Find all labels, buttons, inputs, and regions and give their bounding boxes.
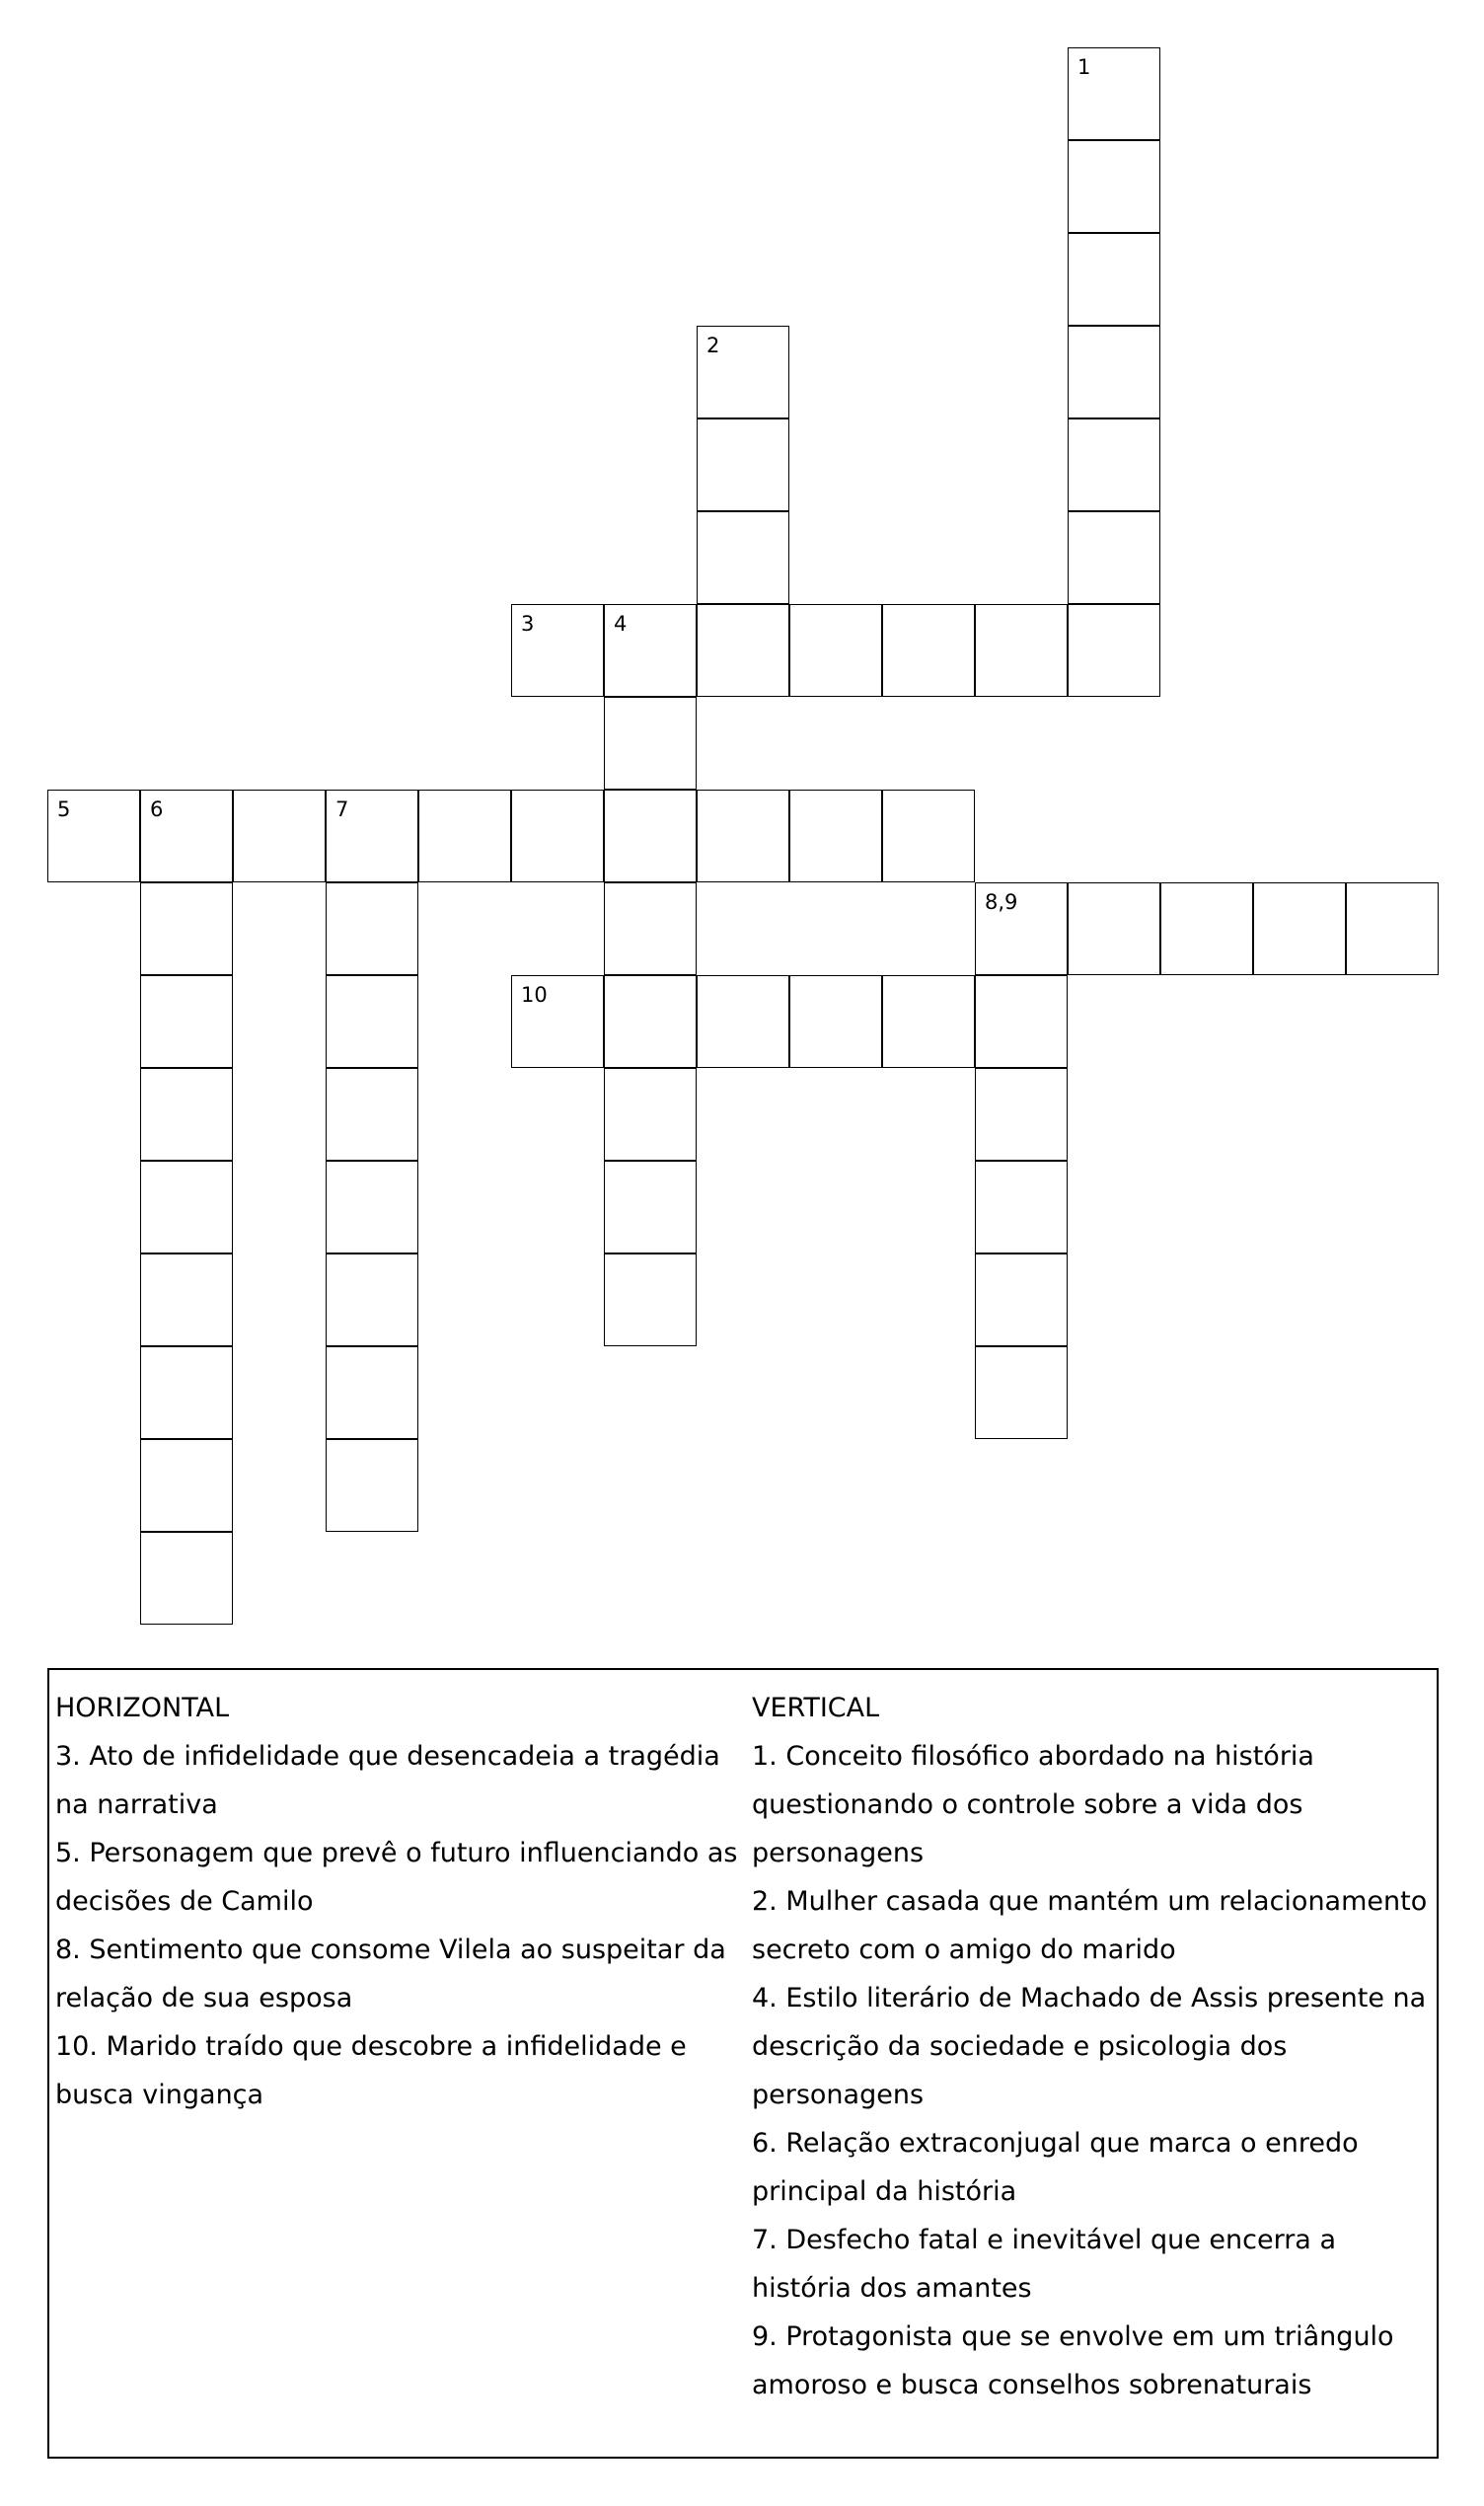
vertical-clue-line: descrição da sociedade e psicologia dos xyxy=(752,2031,1288,2062)
crossword-cell[interactable] xyxy=(326,975,418,1068)
crossword-cell[interactable] xyxy=(604,1161,697,1253)
crossword-cell[interactable] xyxy=(975,1161,1068,1253)
vertical-clue-line: secreto com o amigo do marido xyxy=(752,1935,1176,1965)
crossword-cell[interactable] xyxy=(140,1161,233,1253)
horizontal-heading: HORIZONTAL xyxy=(55,1693,230,1723)
crossword-cell[interactable] xyxy=(975,604,1068,697)
crossword-cell[interactable] xyxy=(604,790,697,882)
crossword-cell[interactable] xyxy=(47,790,140,882)
crossword-cell[interactable] xyxy=(326,1346,418,1439)
clue-number: 7 xyxy=(335,797,349,821)
crossword-cell[interactable] xyxy=(326,882,418,975)
crossword-cell[interactable] xyxy=(697,418,789,511)
crossword-cell[interactable] xyxy=(1068,511,1160,604)
vertical-clue-line: personagens xyxy=(752,1838,925,1868)
crossword-cell[interactable] xyxy=(140,1346,233,1439)
crossword-cell[interactable] xyxy=(975,1068,1068,1161)
crossword-cell[interactable] xyxy=(1160,882,1253,975)
crossword-cell[interactable] xyxy=(604,1253,697,1346)
crossword-cell[interactable] xyxy=(697,604,789,697)
crossword-cell[interactable] xyxy=(1068,47,1160,140)
crossword-cell[interactable] xyxy=(604,604,697,697)
crossword-cell[interactable] xyxy=(697,511,789,604)
crossword-cell[interactable] xyxy=(1068,326,1160,418)
crossword-cell[interactable] xyxy=(789,975,882,1068)
horizontal-clue-line: 3. Ato de infidelidade que desencadeia a tragédia xyxy=(55,1741,720,1772)
clue-number: 6 xyxy=(150,797,164,821)
horizontal-clue-line: busca vingança xyxy=(55,2080,264,2110)
crossword-cell[interactable] xyxy=(511,790,604,882)
vertical-clue-line: 1. Conceito filosófico abordado na história xyxy=(752,1741,1314,1772)
horizontal-clue-line: relação de sua esposa xyxy=(55,1983,353,2013)
crossword-cell[interactable] xyxy=(140,1439,233,1532)
crossword-cell[interactable] xyxy=(975,975,1068,1068)
vertical-clue-line: personagens xyxy=(752,2080,925,2110)
clue-number: 10 xyxy=(521,983,548,1007)
vertical-clue-line: principal da história xyxy=(752,2176,1017,2207)
clue-number: 3 xyxy=(521,612,535,636)
vertical-clue-line: 7. Desfecho fatal e inevitável que encerra a xyxy=(752,2225,1336,2255)
clue-number: 5 xyxy=(57,797,71,821)
crossword-cell[interactable] xyxy=(140,975,233,1068)
crossword-cell[interactable] xyxy=(326,790,418,882)
vertical-clues xyxy=(752,1684,1433,2409)
clue-number: 1 xyxy=(1077,55,1091,79)
horizontal-clue-line: decisões de Camilo xyxy=(55,1886,314,1917)
clue-number: 8,9 xyxy=(985,890,1018,914)
horizontal-clues xyxy=(55,1684,746,2119)
crossword-cell[interactable] xyxy=(882,604,975,697)
crossword-cell[interactable] xyxy=(233,790,326,882)
crossword-cell[interactable] xyxy=(511,975,604,1068)
crossword-cell[interactable] xyxy=(604,882,697,975)
crossword-cell[interactable] xyxy=(140,1068,233,1161)
crossword-cell[interactable] xyxy=(882,975,975,1068)
crossword-cell[interactable] xyxy=(975,1253,1068,1346)
vertical-heading: VERTICAL xyxy=(752,1693,880,1723)
vertical-clue-line: 6. Relação extraconjugal que marca o enredo xyxy=(752,2128,1359,2159)
horizontal-clue-line: 10. Marido traído que descobre a infidelidade e xyxy=(55,2031,687,2062)
crossword-cell[interactable] xyxy=(604,697,697,790)
crossword-cell[interactable] xyxy=(140,1253,233,1346)
crossword-cell[interactable] xyxy=(1068,233,1160,326)
crossword-cell[interactable] xyxy=(511,604,604,697)
crossword-cell[interactable] xyxy=(326,1253,418,1346)
horizontal-clue-line: na narrativa xyxy=(55,1789,218,1820)
vertical-clue-line: questionando o controle sobre a vida dos xyxy=(752,1789,1303,1820)
vertical-clue-line: 2. Mulher casada que mantém um relacionamento xyxy=(752,1886,1428,1917)
clue-number: 2 xyxy=(706,334,720,357)
crossword-cell[interactable] xyxy=(604,1068,697,1161)
crossword-cell[interactable] xyxy=(604,975,697,1068)
crossword-cell[interactable] xyxy=(140,1532,233,1625)
crossword-cell[interactable] xyxy=(1068,140,1160,233)
crossword-cell[interactable] xyxy=(326,1068,418,1161)
vertical-clue-list xyxy=(752,1732,1433,2409)
horizontal-clue-line: 8. Sentimento que consome Vilela ao suspeitar da xyxy=(55,1935,726,1965)
vertical-clue-line: amoroso e busca conselhos sobrenaturais xyxy=(752,2370,1312,2400)
crossword-cell[interactable] xyxy=(789,604,882,697)
crossword-cell[interactable] xyxy=(789,790,882,882)
crossword-cell[interactable] xyxy=(1346,882,1439,975)
horizontal-clue-list xyxy=(55,1732,746,2119)
crossword-cell[interactable] xyxy=(882,790,975,882)
crossword-cell[interactable] xyxy=(697,326,789,418)
clue-number: 4 xyxy=(614,612,628,636)
clues-box xyxy=(47,1668,1439,2459)
crossword-cell[interactable] xyxy=(975,1346,1068,1439)
crossword-cell[interactable] xyxy=(1068,604,1160,697)
vertical-clue-line: 9. Protagonista que se envolve em um triângulo xyxy=(752,2321,1394,2352)
vertical-clue-line: história dos amantes xyxy=(752,2273,1032,2304)
crossword-cell[interactable] xyxy=(1068,418,1160,511)
crossword-cell[interactable] xyxy=(697,975,789,1068)
vertical-clue-line: 4. Estilo literário de Machado de Assis presente na xyxy=(752,1983,1427,2013)
crossword-cell[interactable] xyxy=(326,1161,418,1253)
crossword-cell[interactable] xyxy=(418,790,511,882)
crossword-cell[interactable] xyxy=(975,882,1068,975)
crossword-cell[interactable] xyxy=(326,1439,418,1532)
crossword-cell[interactable] xyxy=(697,790,789,882)
crossword-cell[interactable] xyxy=(1253,882,1346,975)
crossword-cell[interactable] xyxy=(1068,882,1160,975)
crossword-cell[interactable] xyxy=(140,790,233,882)
horizontal-clue-line: 5. Personagem que prevê o futuro influenciando as xyxy=(55,1838,738,1868)
crossword-cell[interactable] xyxy=(140,882,233,975)
